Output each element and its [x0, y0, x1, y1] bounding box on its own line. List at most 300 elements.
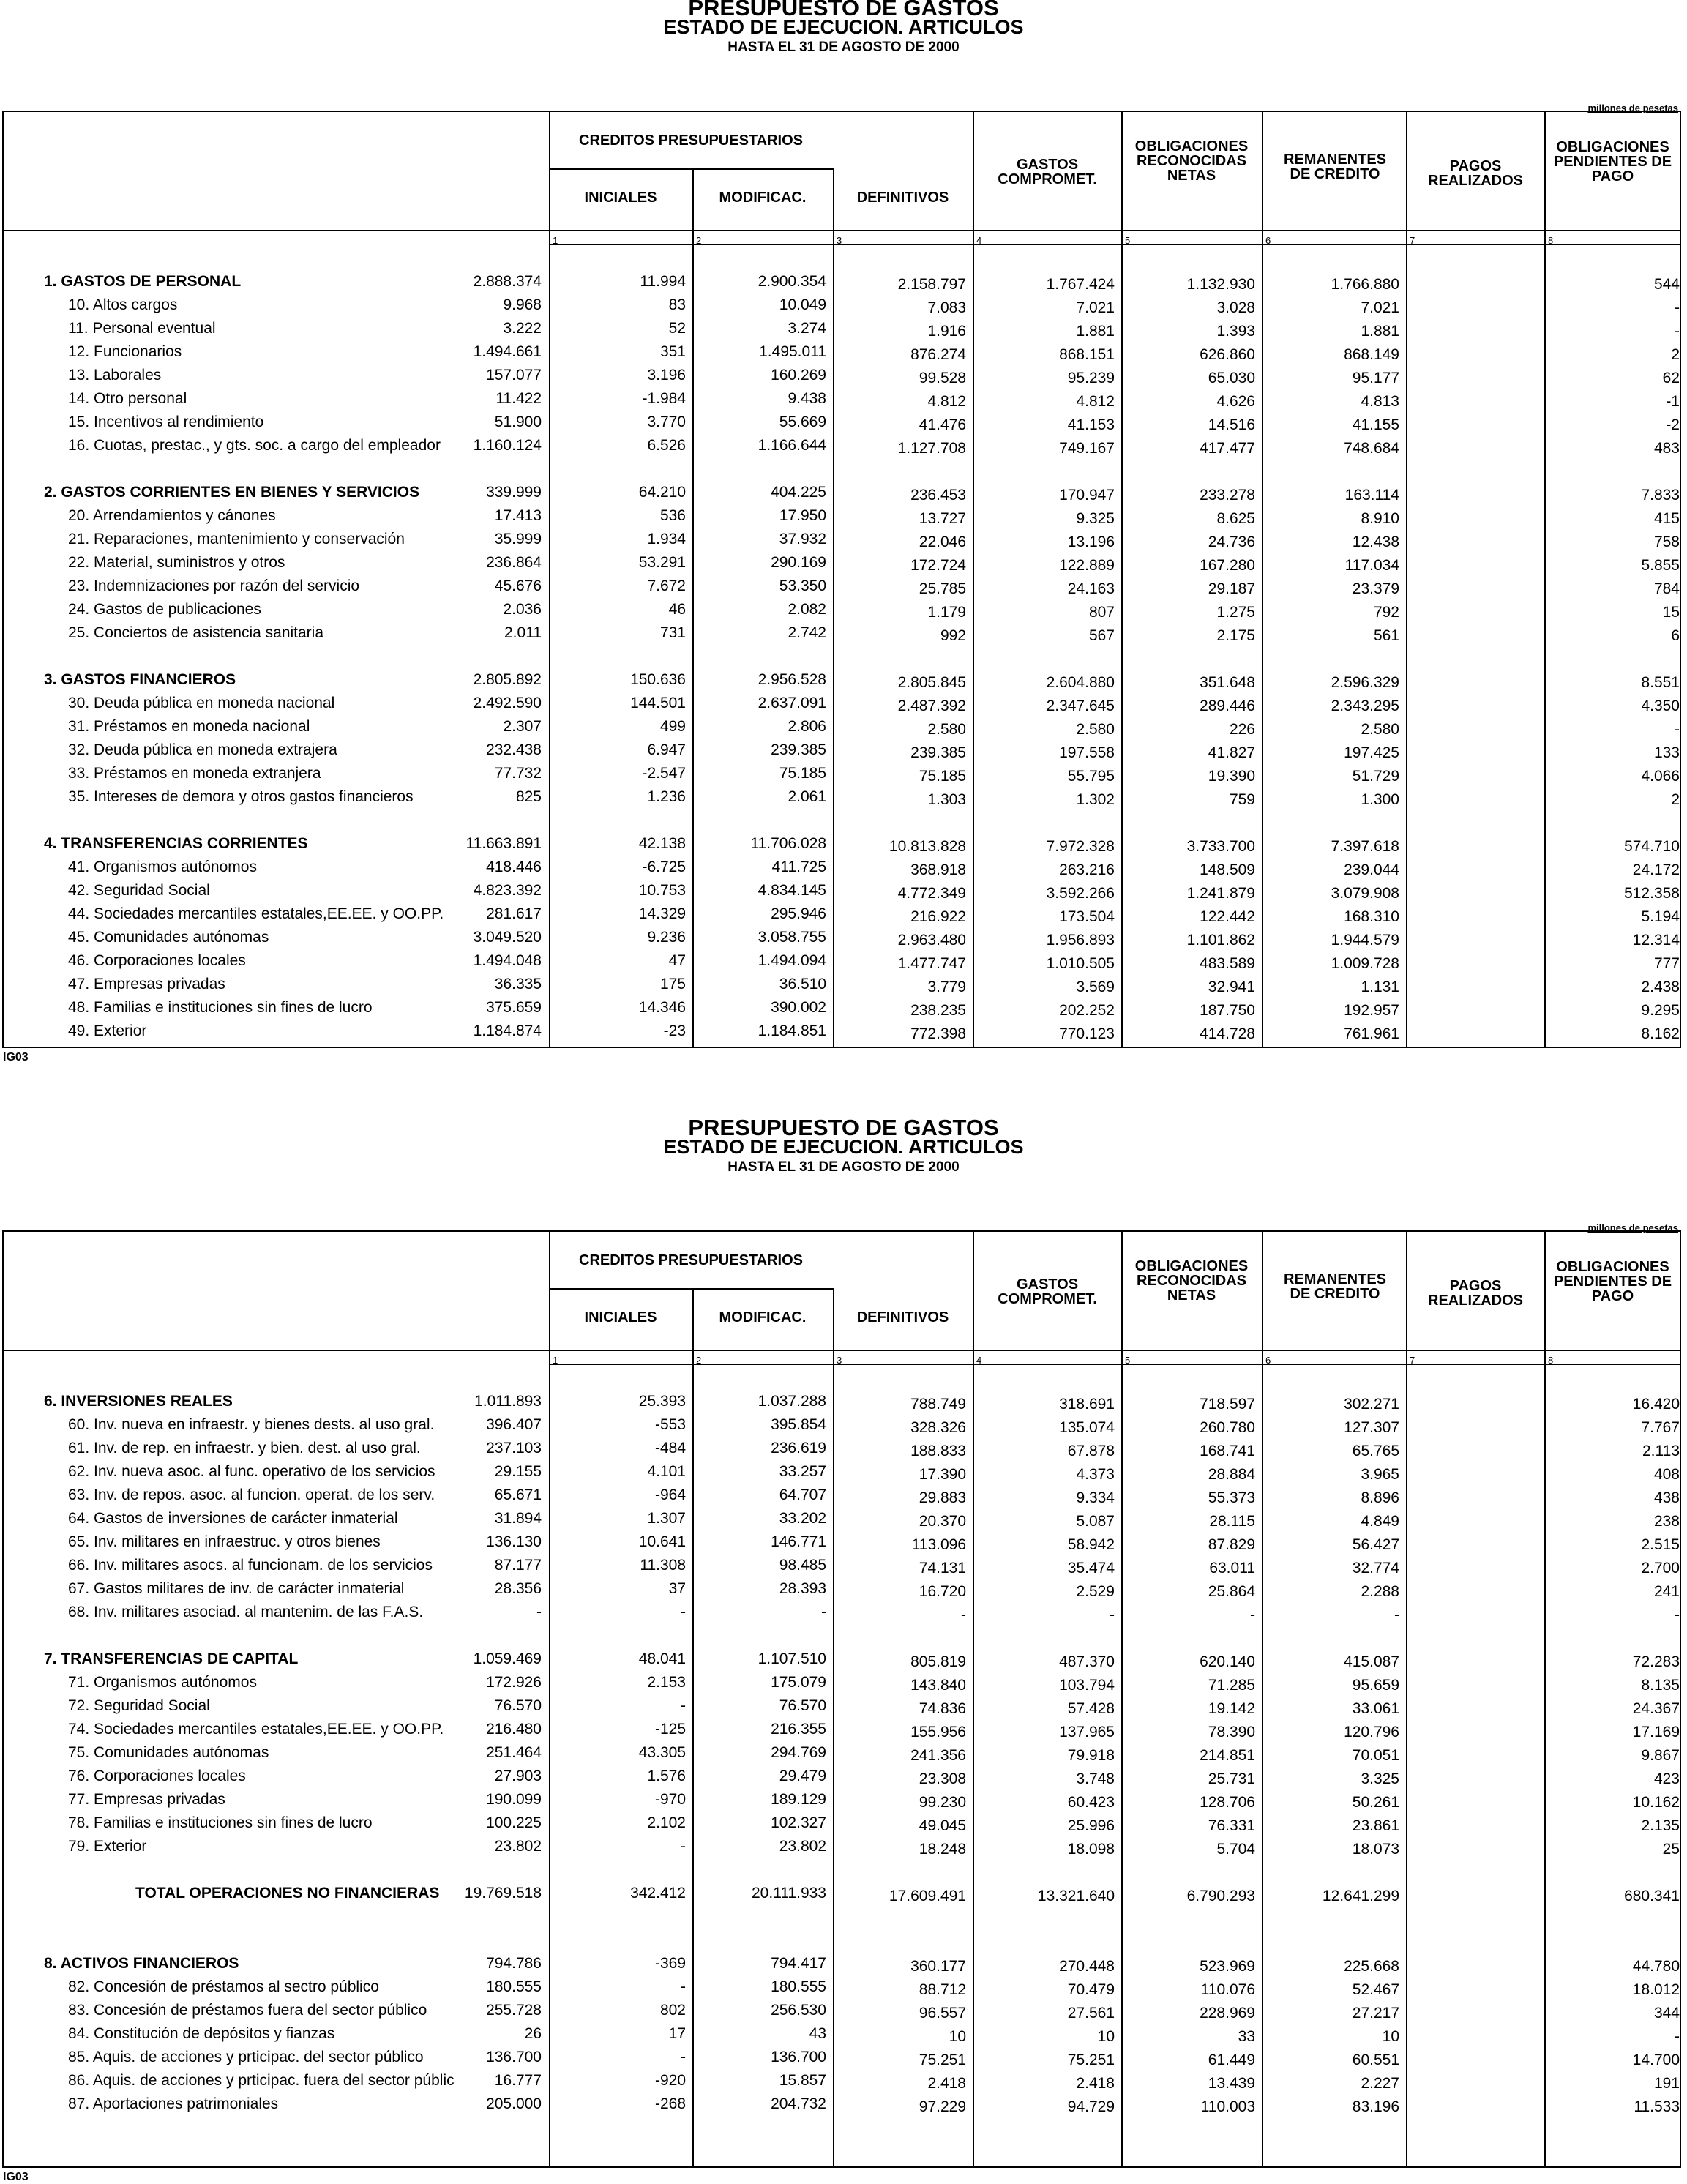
- col-number: 7: [1410, 235, 1415, 246]
- table-cell: 17.413: [494, 507, 542, 524]
- table-cell: 718.597: [1200, 1396, 1255, 1413]
- table-cell: 9.867: [1641, 1747, 1680, 1764]
- table-row: [4, 530, 1683, 552]
- table-cell: 239.385: [771, 741, 826, 758]
- table-cell: 19.769.518: [464, 1885, 542, 1901]
- table-cell: 3.274: [788, 320, 826, 337]
- table-cell: 23.802: [494, 1838, 542, 1855]
- col-number: 4: [976, 235, 982, 246]
- table-cell: 351: [659, 343, 686, 360]
- table-cell: 74.131: [919, 1560, 966, 1577]
- table-cell: 281.617: [486, 905, 542, 922]
- table-cell: -23: [663, 1022, 686, 1039]
- table-cell: 28.393: [779, 1580, 826, 1597]
- table-cell: 8.896: [1361, 1489, 1399, 1506]
- table-row: [4, 1790, 1683, 1812]
- table-cell: 36.335: [494, 976, 542, 992]
- table-row: [4, 2095, 1683, 2117]
- table-cell: 41.153: [1067, 416, 1115, 433]
- table-cell: 14.516: [1208, 416, 1255, 433]
- budget-table: [2, 1230, 1681, 2168]
- table-cell: 188.833: [910, 1443, 966, 1459]
- table-cell: 9.968: [503, 296, 542, 313]
- row-label: 31. Préstamos en moneda nacional: [68, 718, 310, 735]
- table-row: [4, 1556, 1683, 1578]
- table-cell: -: [1110, 1607, 1115, 1623]
- table-cell: 22.046: [919, 534, 966, 550]
- table-cell: 37: [668, 1580, 686, 1597]
- table-cell: 24.172: [1632, 861, 1680, 878]
- table-cell: 2.153: [647, 1674, 686, 1691]
- table-cell: 75.185: [779, 765, 826, 782]
- table-cell: 2.637.091: [758, 695, 826, 711]
- header-obligaciones-pendientes: OBLIGACIONES PENDIENTES DE PAGO: [1553, 139, 1672, 184]
- table-cell: 33.061: [1352, 1700, 1399, 1717]
- row-label: 13. Laborales: [68, 367, 162, 384]
- table-row: [4, 1697, 1683, 1719]
- col-number: 1: [553, 1355, 558, 1366]
- table-cell: 43: [809, 2025, 826, 2042]
- table-cell: 232.438: [486, 741, 542, 758]
- table-cell: 748.684: [1344, 440, 1399, 457]
- table-cell: -: [681, 1978, 686, 1995]
- table-cell: 31.894: [494, 1510, 542, 1527]
- row-label: 44. Sociedades mercantiles estatales,EE.EE. y OO.PP.: [68, 905, 444, 922]
- table-row: [4, 506, 1683, 528]
- table-cell: 2.888.374: [473, 273, 542, 290]
- table-cell: 2.347.645: [1046, 698, 1115, 714]
- table-cell: 2.158.797: [897, 276, 966, 293]
- units-note: millones de pesetas: [1587, 1222, 1678, 1233]
- col-number: 2: [696, 1355, 702, 1366]
- table-cell: 25.785: [919, 580, 966, 597]
- table-cell: 18.012: [1632, 1981, 1680, 1998]
- table-cell: 23.802: [779, 1838, 826, 1855]
- table-row: [4, 1416, 1683, 1437]
- table-cell: 544: [1653, 276, 1680, 293]
- table-cell: 2.011: [504, 624, 542, 641]
- row-label: 20. Arrendamientos y cánones: [68, 507, 276, 524]
- table-row: [4, 1814, 1683, 1836]
- table-cell: 70.051: [1352, 1747, 1399, 1764]
- table-cell: 27.561: [1067, 2005, 1115, 2022]
- units-note: millones de pesetas: [1587, 102, 1678, 113]
- table-cell: 2.580: [927, 721, 966, 738]
- table-cell: 36.510: [779, 976, 826, 992]
- col-number: 4: [976, 1355, 982, 1366]
- table-cell: -: [681, 1838, 686, 1855]
- table-cell: 117.034: [1344, 557, 1399, 574]
- table-cell: 770.123: [1059, 1025, 1115, 1042]
- table-cell: 8.551: [1641, 674, 1680, 691]
- table-cell: 1.881: [1361, 323, 1399, 340]
- table-cell: 102.327: [771, 1814, 826, 1831]
- table-cell: 33: [1238, 2028, 1255, 2045]
- table-cell: 136.700: [486, 2049, 542, 2065]
- row-label: 15. Incentivos al rendimiento: [68, 414, 264, 430]
- table-cell: 146.771: [771, 1533, 826, 1550]
- table-cell: 1.303: [927, 791, 966, 808]
- row-label: 79. Exterior: [68, 1838, 147, 1855]
- table-row: [4, 951, 1683, 973]
- table-cell: 187.750: [1200, 1002, 1255, 1019]
- table-cell: 29.479: [779, 1768, 826, 1784]
- row-label: 66. Inv. militares asocs. al funcionam. de los servicios: [68, 1557, 433, 1574]
- row-label: 49. Exterior: [68, 1022, 147, 1039]
- table-row: [4, 389, 1683, 411]
- table-cell: 23.379: [1352, 580, 1399, 597]
- table-cell: 339.999: [486, 484, 542, 501]
- row-label: 14. Otro personal: [68, 390, 187, 407]
- table-cell: 1.307: [647, 1510, 686, 1527]
- table-cell: 11.422: [495, 390, 542, 407]
- row-label: 24. Gastos de publicaciones: [68, 601, 261, 618]
- row-label: 67. Gastos militares de inv. de carácter inmaterial: [68, 1580, 405, 1597]
- row-label: 61. Inv. de rep. en infraestr. y bien. dest. al uso gral.: [68, 1440, 421, 1456]
- row-label: 65. Inv. militares en infraestruc. y otros bienes: [68, 1533, 381, 1550]
- table-cell: 561: [1373, 627, 1399, 644]
- table-cell: 2.438: [1641, 979, 1680, 995]
- table-cell: 2.227: [1361, 2075, 1399, 2092]
- table-cell: 13.439: [1208, 2075, 1255, 2092]
- table-row: [4, 1579, 1683, 1601]
- table-cell: 180.555: [486, 1978, 542, 1995]
- col-number: 6: [1265, 1355, 1271, 1366]
- table-cell: 375.659: [486, 999, 542, 1016]
- table-cell: 239.385: [910, 744, 966, 761]
- row-label: 42. Seguridad Social: [68, 882, 210, 899]
- table-cell: 29.155: [494, 1463, 542, 1480]
- table-cell: 83.196: [1352, 2098, 1399, 2115]
- col-number: 3: [837, 235, 842, 246]
- table-cell: 95.659: [1352, 1677, 1399, 1694]
- header-gastos-compromet: GASTOS COMPROMET.: [998, 157, 1097, 187]
- table-row: [4, 577, 1683, 599]
- table-cell: 9.438: [788, 390, 826, 407]
- table-cell: 25.996: [1067, 1817, 1115, 1834]
- table-cell: 777: [1653, 955, 1680, 972]
- table-cell: 1.184.874: [473, 1022, 542, 1039]
- table-cell: 56.427: [1352, 1536, 1399, 1553]
- table-row: [4, 1837, 1683, 1859]
- table-cell: 11.994: [640, 273, 686, 290]
- table-cell: 16.420: [1632, 1396, 1680, 1413]
- table-cell: 51.729: [1352, 768, 1399, 785]
- table-cell: 1.037.288: [758, 1393, 826, 1410]
- table-cell: 35.999: [494, 531, 542, 547]
- table-cell: 7.672: [647, 577, 686, 594]
- table-cell: 4.812: [1076, 393, 1115, 410]
- col-number: 1: [553, 235, 558, 246]
- table-cell: 99.528: [919, 370, 966, 386]
- table-cell: 62: [1662, 370, 1680, 386]
- table-cell: 29.883: [919, 1489, 966, 1506]
- table-cell: 1.184.851: [758, 1022, 826, 1039]
- table-cell: 2.515: [1641, 1536, 1680, 1553]
- table-cell: 772.398: [910, 1025, 966, 1042]
- row-label: 68. Inv. militares asociad. al mantenim. de las F.A.S.: [68, 1604, 424, 1620]
- table-cell: -970: [654, 1791, 686, 1808]
- table-cell: 87.177: [494, 1557, 542, 1574]
- table-cell: 76.570: [779, 1697, 826, 1714]
- table-cell: 411.725: [771, 859, 826, 875]
- table-cell: 43.305: [638, 1744, 686, 1761]
- table-row: [4, 788, 1683, 809]
- row-label: 30. Deuda pública en moneda nacional: [68, 695, 335, 711]
- table-row: [4, 1743, 1683, 1765]
- row-label: 78. Familias e instituciones sin fines de lucro: [68, 1814, 373, 1831]
- table-cell: 807: [1088, 604, 1115, 621]
- table-cell: -: [1675, 2028, 1680, 2045]
- table-cell: 103.794: [1059, 1677, 1115, 1694]
- table-cell: 2.082: [788, 601, 826, 618]
- table-cell: 1.944.579: [1331, 932, 1399, 949]
- table-cell: 4.373: [1076, 1466, 1115, 1483]
- table-cell: 483: [1653, 440, 1680, 457]
- table-cell: 868.149: [1344, 346, 1399, 363]
- col-number: 2: [696, 235, 702, 246]
- table-cell: 487.370: [1059, 1653, 1115, 1670]
- table-cell: 9.236: [647, 929, 686, 946]
- table-cell: 6: [1671, 627, 1680, 644]
- table-cell: -1.984: [642, 390, 686, 407]
- table-cell: 41.827: [1208, 744, 1255, 761]
- table-row: [4, 1978, 1683, 2000]
- table-cell: 236.864: [486, 554, 542, 571]
- table-cell: 788.749: [910, 1396, 966, 1413]
- form-code-footer: IG03: [3, 1051, 29, 1063]
- table-cell: 1.956.893: [1046, 932, 1115, 949]
- table-cell: 351.648: [1200, 674, 1255, 691]
- table-cell: 2.102: [647, 1814, 686, 1831]
- table-cell: 83: [668, 296, 686, 313]
- table-row: [4, 1954, 1683, 1976]
- header-remanentes: REMANENTES DE CREDITO: [1283, 1271, 1386, 1302]
- table-cell: 360.177: [910, 1958, 966, 1975]
- table-cell: -: [961, 1607, 966, 1623]
- table-row: [4, 1392, 1683, 1414]
- table-row: [4, 741, 1683, 763]
- table-cell: 2.487.392: [897, 698, 966, 714]
- report-title: PRESUPUESTO DE GASTOS: [688, 0, 999, 20]
- table-cell: 5.855: [1641, 557, 1680, 574]
- table-cell: 76.331: [1208, 1817, 1255, 1834]
- table-cell: 2.742: [788, 624, 826, 641]
- table-cell: 110.076: [1200, 1981, 1255, 1998]
- table-cell: 27.217: [1352, 2005, 1399, 2022]
- table-cell: 120.796: [1344, 1724, 1399, 1740]
- table-cell: 33.202: [779, 1510, 826, 1527]
- header-obligaciones-pendientes: OBLIGACIONES PENDIENTES DE PAGO: [1553, 1259, 1672, 1304]
- table-cell: 55.373: [1208, 1489, 1255, 1506]
- table-cell: 792: [1373, 604, 1399, 621]
- table-cell: 53.291: [638, 554, 686, 571]
- table-cell: 17.390: [919, 1466, 966, 1483]
- table-row: [4, 1720, 1683, 1742]
- table-cell: 805.819: [910, 1653, 966, 1670]
- table-cell: 7.021: [1076, 299, 1115, 316]
- header-remanentes: REMANENTES DE CREDITO: [1283, 152, 1386, 182]
- table-cell: 50.261: [1352, 1794, 1399, 1811]
- table-cell: 1.011.893: [474, 1393, 542, 1410]
- table-cell: 100.225: [486, 1814, 542, 1831]
- col-number: 3: [837, 1355, 842, 1366]
- table-cell: 4.823.392: [473, 882, 542, 899]
- table-cell: 110.003: [1200, 2098, 1255, 2115]
- row-label: 84. Constitución de depósitos y fianzas: [68, 2025, 335, 2042]
- row-label: 45. Comunidades autónomas: [68, 929, 269, 946]
- report-subtitle: ESTADO DE EJECUCION. ARTICULOS: [663, 1136, 1024, 1158]
- table-cell: -553: [654, 1416, 686, 1433]
- row-label: 64. Gastos de inversiones de carácter inmaterial: [68, 1510, 398, 1527]
- table-cell: 2.604.880: [1046, 674, 1115, 691]
- table-cell: 9.325: [1076, 510, 1115, 527]
- table-cell: 1.302: [1076, 791, 1115, 808]
- table-cell: -920: [654, 2072, 686, 2089]
- table-row: [4, 1884, 1683, 1906]
- table-cell: 14.346: [638, 999, 686, 1016]
- table-cell: 2.900.354: [758, 273, 826, 290]
- table-row: [4, 694, 1683, 716]
- table-row: [4, 2048, 1683, 2070]
- table-cell: 438: [1653, 1489, 1680, 1506]
- table-row: [4, 1533, 1683, 1555]
- row-label: 35. Intereses de demora y otros gastos financieros: [68, 788, 414, 805]
- table-cell: -964: [654, 1486, 686, 1503]
- col-number: 5: [1125, 235, 1131, 246]
- table-cell: 1.766.880: [1331, 276, 1399, 293]
- table-cell: 95.239: [1067, 370, 1115, 386]
- table-cell: 25.393: [638, 1393, 686, 1410]
- table-row: [4, 1439, 1683, 1461]
- table-cell: 868.151: [1059, 346, 1115, 363]
- table-cell: 992: [940, 627, 966, 644]
- table-cell: 127.307: [1344, 1419, 1399, 1436]
- table-cell: 302.271: [1344, 1396, 1399, 1413]
- table-cell: 567: [1088, 627, 1115, 644]
- table-cell: 160.269: [771, 367, 826, 384]
- section-label: 1. GASTOS DE PERSONAL: [44, 273, 242, 290]
- header-creditos-presupuestarios: CREDITOS PRESUPUESTARIOS: [579, 132, 803, 149]
- table-cell: 342.412: [630, 1885, 686, 1901]
- table-cell: 3.965: [1361, 1466, 1399, 1483]
- table-cell: 65.030: [1208, 370, 1255, 386]
- table-cell: 6.526: [647, 437, 686, 454]
- table-cell: 19.142: [1208, 1700, 1255, 1717]
- table-cell: 10.641: [638, 1533, 686, 1550]
- table-cell: 99.230: [919, 1794, 966, 1811]
- table-cell: -: [681, 1697, 686, 1714]
- table-cell: 2.956.528: [758, 671, 826, 688]
- budget-table: [2, 111, 1681, 1048]
- report-date-line: HASTA EL 31 DE AGOSTO DE 2000: [727, 40, 960, 55]
- table-cell: 157.077: [486, 367, 542, 384]
- table-cell: 60.551: [1352, 2052, 1399, 2068]
- row-label: 86. Aquis. de acciones y prticipac. fuera del sector públic: [68, 2072, 455, 2089]
- table-cell: 290.169: [771, 554, 826, 571]
- table-row: [4, 296, 1683, 318]
- table-cell: 239.044: [1344, 861, 1399, 878]
- table-cell: 17.609.491: [889, 1888, 966, 1904]
- table-cell: 876.274: [910, 346, 966, 363]
- table-cell: 2.343.295: [1331, 698, 1399, 714]
- table-cell: 1.166.644: [758, 437, 826, 454]
- row-label: 48. Familias e instituciones sin fines de lucro: [68, 999, 373, 1016]
- section-label: TOTAL OPERACIONES NO FINANCIERAS: [135, 1885, 440, 1901]
- table-row: [4, 1509, 1683, 1531]
- table-cell: 191: [1653, 2075, 1680, 2092]
- table-cell: 295.946: [771, 905, 826, 922]
- col-number: 8: [1548, 235, 1554, 246]
- table-cell: 75.185: [919, 768, 966, 785]
- table-cell: 35.474: [1067, 1560, 1115, 1577]
- row-label: 41. Organismos autónomos: [68, 859, 257, 875]
- table-cell: 24.163: [1067, 580, 1115, 597]
- table-cell: 241.356: [910, 1747, 966, 1764]
- table-cell: 344: [1653, 2005, 1680, 2022]
- table-cell: 9.334: [1076, 1489, 1115, 1506]
- table-cell: 173.504: [1059, 908, 1115, 925]
- table-cell: 1.477.747: [897, 955, 966, 972]
- table-cell: 133: [1653, 744, 1680, 761]
- table-cell: 122.889: [1059, 557, 1115, 574]
- table-cell: 2.175: [1216, 627, 1255, 644]
- table-cell: 2.288: [1361, 1583, 1399, 1600]
- table-cell: 172.724: [910, 557, 966, 574]
- table-cell: 2.135: [1641, 1817, 1680, 1834]
- table-cell: 16.777: [494, 2072, 542, 2089]
- header-pagos-realizados: PAGOS REALIZADOS: [1428, 158, 1523, 189]
- table-cell: 523.969: [1200, 1958, 1255, 1975]
- table-cell: 9.295: [1641, 1002, 1680, 1019]
- table-cell: 75.251: [1067, 2052, 1115, 2068]
- table-cell: 7.083: [927, 299, 966, 316]
- table-cell: 13.727: [919, 510, 966, 527]
- table-cell: 74.836: [919, 1700, 966, 1717]
- table-cell: -: [681, 1604, 686, 1620]
- table-cell: 180.555: [771, 1978, 826, 1995]
- table-cell: 1.107.510: [758, 1650, 826, 1667]
- table-cell: 1.059.469: [473, 1650, 542, 1667]
- table-row: [4, 1603, 1683, 1625]
- table-cell: 4.101: [647, 1463, 686, 1480]
- table-cell: 236.619: [771, 1440, 826, 1456]
- table-cell: 4.834.145: [758, 882, 826, 899]
- section-label: 4. TRANSFERENCIAS CORRIENTES: [44, 835, 308, 852]
- row-label: 11. Personal eventual: [68, 320, 216, 337]
- table-cell: 202.252: [1059, 1002, 1115, 1019]
- table-cell: 414.728: [1200, 1025, 1255, 1042]
- table-cell: 1.241.879: [1186, 885, 1255, 902]
- table-cell: 42.138: [638, 835, 686, 852]
- table-cell: 3.592.266: [1046, 885, 1115, 902]
- table-cell: 4.772.349: [897, 885, 966, 902]
- table-cell: 26: [524, 2025, 542, 2042]
- table-cell: 72.283: [1632, 1653, 1680, 1670]
- table-cell: 3.222: [503, 320, 542, 337]
- table-cell: 794.417: [771, 1955, 826, 1972]
- table-cell: 2.036: [503, 601, 542, 618]
- table-cell: 216.922: [910, 908, 966, 925]
- table-cell: 228.969: [1200, 2005, 1255, 2022]
- table-cell: 41.155: [1352, 416, 1399, 433]
- table-cell: 3.079.908: [1331, 885, 1399, 902]
- table-cell: -: [1394, 1607, 1399, 1623]
- table-cell: 192.957: [1344, 1002, 1399, 1019]
- table-cell: 1.916: [927, 323, 966, 340]
- table-cell: 251.464: [486, 1744, 542, 1761]
- table-cell: 17: [668, 2025, 686, 2042]
